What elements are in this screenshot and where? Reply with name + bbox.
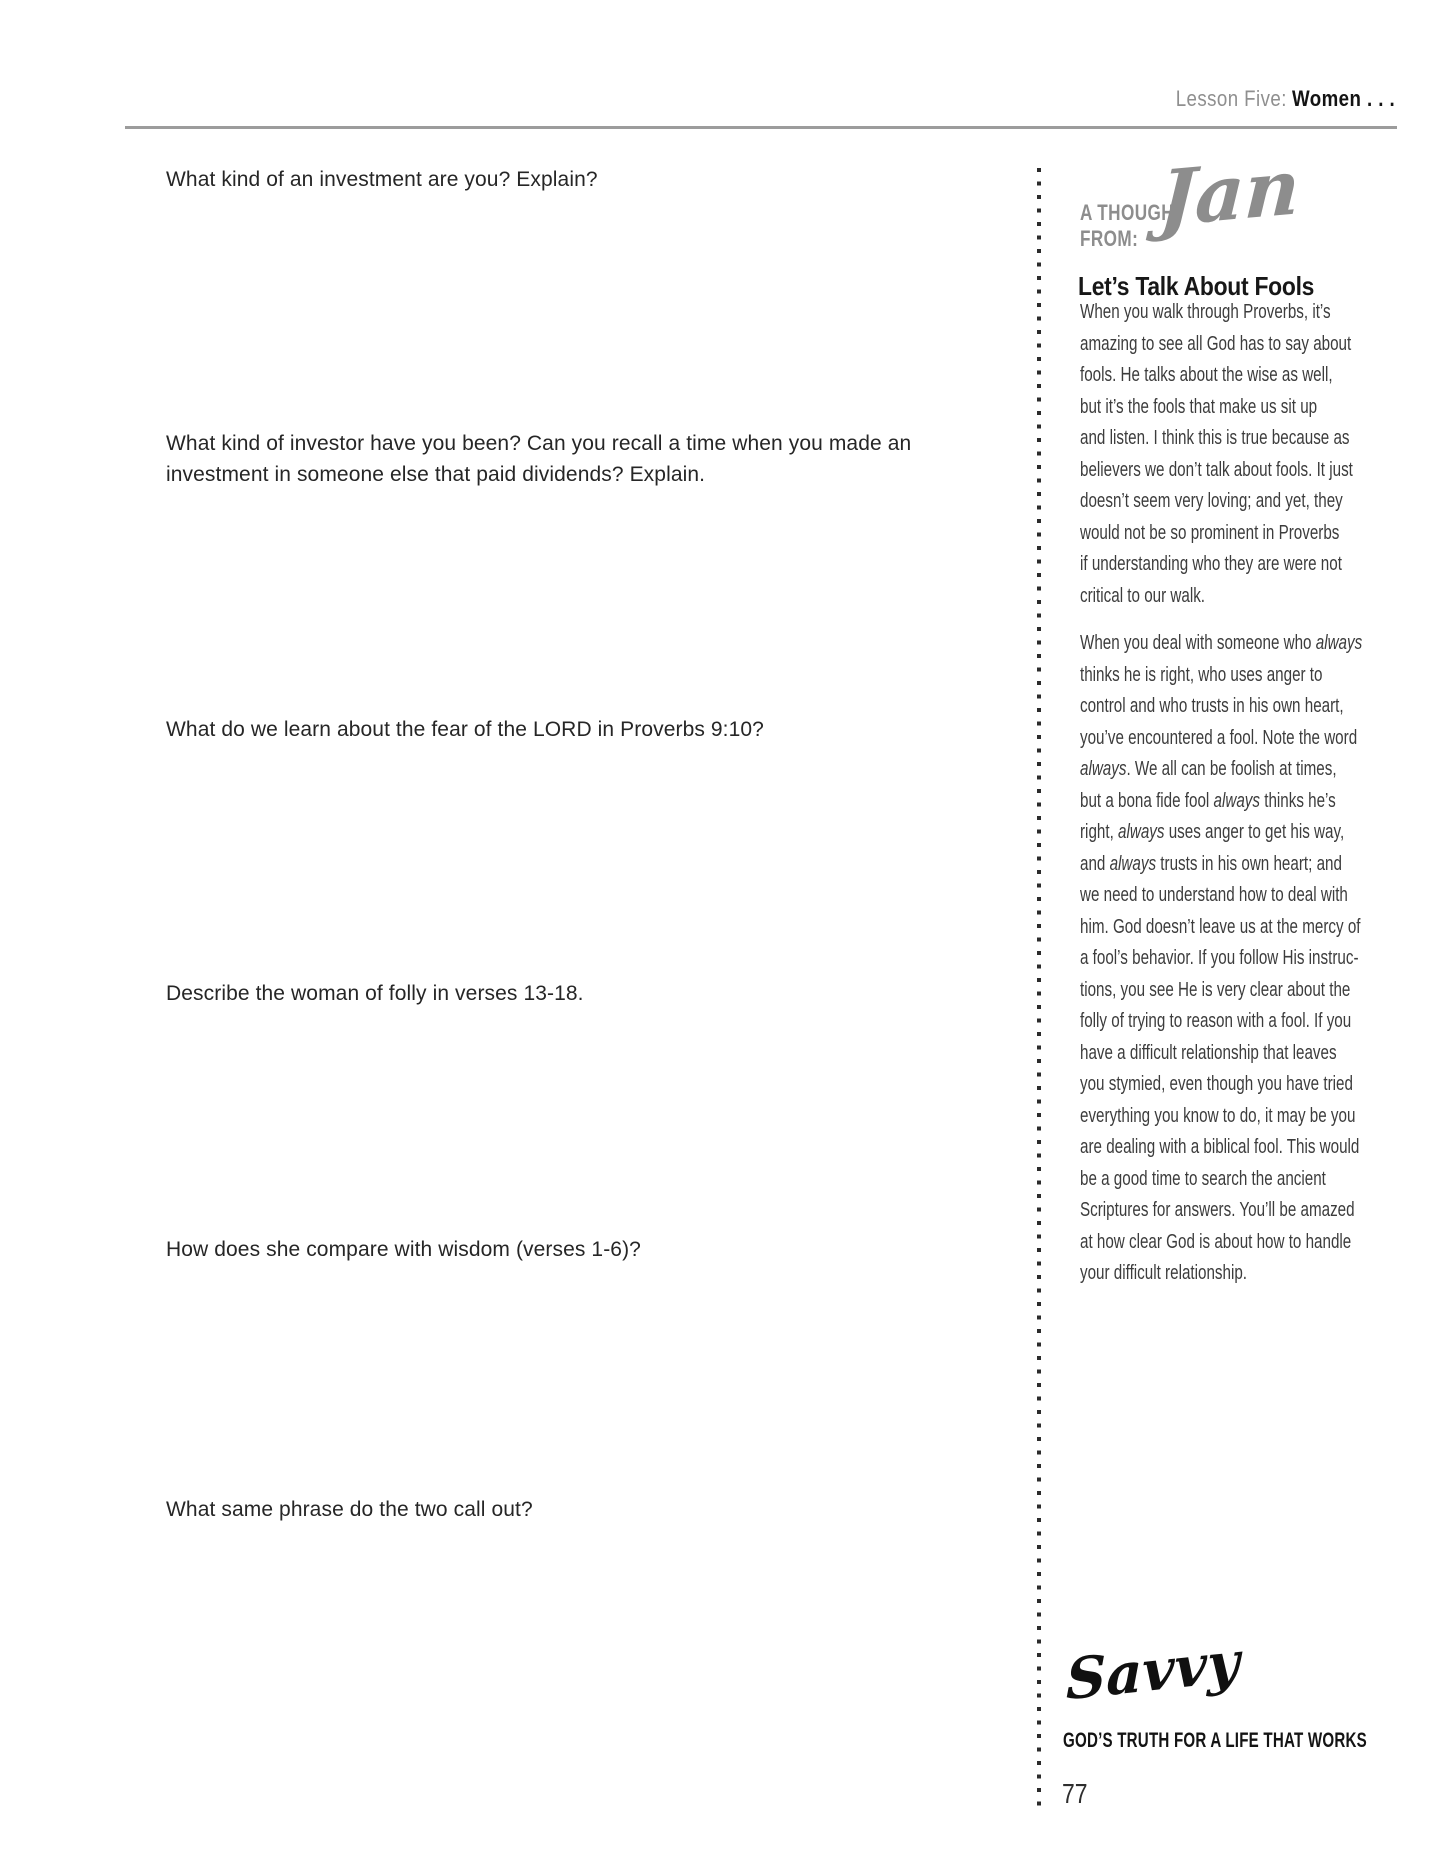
text-line: believers we don’t talk about fools. It just (1080, 458, 1353, 481)
lesson-label: Lesson Five: (1175, 86, 1287, 111)
question-4: Describe the woman of folly in verses 13-18. (166, 982, 584, 1005)
text-line: have a difficult relationship that leaves (1080, 1041, 1337, 1064)
text-line: would not be so prominent in Proverbs (1080, 521, 1340, 544)
text-line: your difficult relationship. (1080, 1262, 1248, 1284)
text-line: When you deal with someone who always (1080, 632, 1363, 654)
jan-script-logo: Jan (1157, 141, 1303, 244)
text-line: thinks he is right, who uses anger to (1080, 663, 1323, 686)
text-line: doesn’t seem very loving; and yet, they (1080, 490, 1343, 512)
lesson-title: Women . . . (1291, 86, 1395, 111)
question-6: What same phrase do the two call out? (166, 1498, 533, 1521)
text-line: we need to understand how to deal with (1080, 884, 1348, 906)
text-line: critical to our walk. (1080, 584, 1206, 607)
page-header (1176, 86, 1395, 112)
text-line: are dealing with a biblical fool. This would (1080, 1136, 1360, 1158)
text-line: him. God doesn’t leave us at the mercy of (1080, 915, 1361, 938)
text-line: always. We all can be foolish at times, (1080, 758, 1337, 780)
text-line: if understanding who they are were not (1080, 553, 1342, 575)
brand-tagline: GOD’S TRUTH FOR A LIFE THAT WORKS (1063, 1729, 1367, 1752)
text-line: amazing to see all God has to say about (1080, 332, 1352, 355)
text-line: control and who trusts in his own heart, (1080, 695, 1344, 717)
header-rule (125, 126, 1397, 129)
text-line: you’ve encountered a fool. Note the word (1080, 726, 1358, 749)
text-line: you stymied, even though you have tried (1080, 1073, 1353, 1095)
text-line: and listen. I think this is true because as (1080, 427, 1350, 449)
page-number: 77 (1062, 1778, 1088, 1809)
text-line: Scriptures for answers. You’ll be amazed (1080, 1199, 1355, 1221)
text-line: tions, you see He is very clear about the (1080, 978, 1351, 1001)
question-1: What kind of an investment are you? Explain? (166, 168, 598, 191)
text-line: a fool’s behavior. If you follow His instruc- (1080, 947, 1359, 969)
text-line: be a good time to search the ancient (1080, 1167, 1326, 1190)
text-line: at how clear God is about how to handle (1080, 1230, 1352, 1253)
text-line: When you walk through Proverbs, it’s (1080, 301, 1331, 323)
text-line: folly of trying to reason with a fool. If you (1080, 1010, 1352, 1032)
text-line: but it’s the fools that make us sit up (1080, 395, 1318, 418)
thought-from-line-2: FROM: (1080, 226, 1139, 251)
question-2: What kind of investor have you been? Can you recall a time when you made an investment in someone else that paid dividends? Explain. (166, 432, 912, 486)
dotted-divider (1037, 168, 1041, 1811)
sidebar-paragraph-2 (1080, 628, 1407, 1290)
text-line: fools. He talks about the wise as well, (1080, 364, 1333, 386)
text-line: right, always uses anger to get his way, (1080, 821, 1345, 843)
question-5: How does she compare with wisdom (verses 1-6)? (166, 1238, 641, 1261)
thought-from-line-1: A THOUGHT (1080, 200, 1185, 225)
text-line: and always trusts in his own heart; and (1080, 852, 1342, 875)
question-3: What do we learn about the fear of the LORD in Proverbs 9:10? (166, 718, 764, 741)
sidebar-heading: Let’s Talk About Fools (1078, 271, 1315, 301)
sidebar-paragraph-1 (1080, 297, 1407, 612)
savvy-script-logo: Savvy (1066, 1628, 1240, 1714)
text-line: everything you know to do, it may be you (1080, 1104, 1356, 1127)
text-line: but a bona fide fool always thinks he’s (1080, 789, 1336, 812)
